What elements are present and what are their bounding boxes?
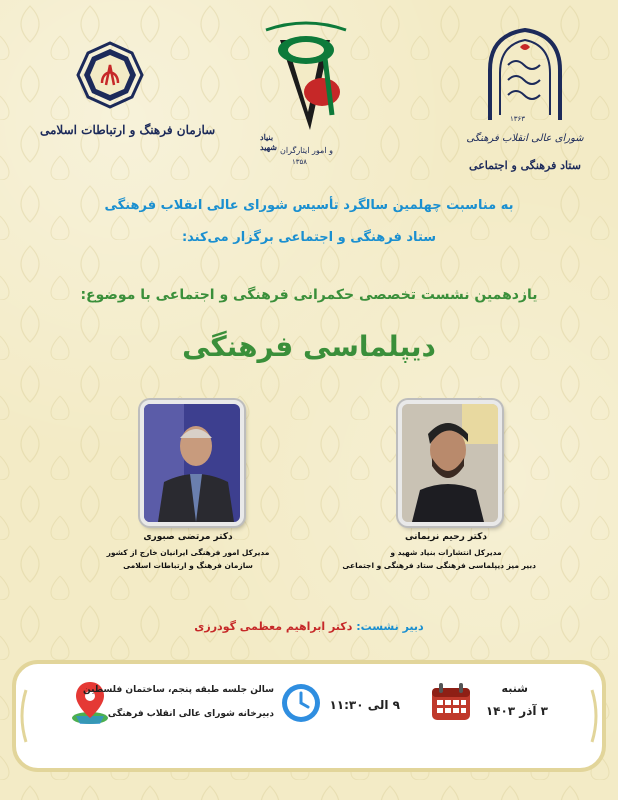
- page-title: دیپلماسی فرهنگی: [182, 330, 436, 363]
- center-logo-caption-2: شهید: [260, 142, 278, 152]
- islamic-culture-organization-logo: [40, 35, 216, 155]
- speaker-photo-saburi: [140, 400, 244, 526]
- center-logo-caption-4: ۱۳۵۸: [292, 158, 308, 166]
- speaker-role-saburi-2: سازمان فرهنگ و ارتباطات اسلامی: [123, 561, 253, 570]
- moderator-label: دبیر نشست:: [356, 620, 424, 633]
- speaker-name-narimani: دکتر رحیم نریمانی: [404, 532, 488, 542]
- speaker-role-narimani-1: مدیرکل انتشارات بنیاد شهید و: [390, 548, 502, 557]
- organizer-line: ستاد فرهنگی و اجتماعی برگزار می‌کند:: [181, 230, 437, 245]
- moderator-name: دکتر ابراهیم معظمی گودرزی: [194, 620, 353, 633]
- cultural-revolution-council-logo: [460, 25, 590, 185]
- right-logo-caption-2: ستاد فرهنگی و اجتماعی: [469, 159, 581, 172]
- calendar-icon: [430, 682, 472, 722]
- speaker-role-narimani-2: دبیر میز دیپلماسی فرهنگی ستاد فرهنگی و اجتماعی: [342, 561, 536, 570]
- right-logo-caption-3: ۱۳۶۳: [510, 115, 526, 123]
- moderator-line: [0, 620, 618, 633]
- right-logo-caption-1: شورای عالی انقلاب فرهنگی: [466, 133, 584, 144]
- left-logo-caption: سازمان فرهنگ و ارتباطات اسلامی: [40, 123, 216, 137]
- martyr-foundation-logo: [240, 20, 370, 170]
- center-logo-caption-1: بنیاد: [260, 132, 274, 142]
- speaker-name-saburi: دکتر مرتضی صبوری: [143, 532, 233, 542]
- event-venue-1: سالن جلسه طبقه پنجم، ساختمان فلسطین: [82, 685, 274, 695]
- event-date: ۳ آذر ۱۴۰۳: [485, 704, 548, 718]
- clock-icon: [280, 682, 322, 724]
- session-line: یازدهمین نشست تخصصی حکمرانی فرهنگی و اجتماعی با موضوع:: [80, 287, 538, 303]
- occasion-line: به مناسبت چهلمین سالگرد تأسیس شورای عالی انقلاب فرهنگی: [104, 198, 514, 213]
- event-time: ۹ الی ۱۱:۳۰: [329, 698, 400, 712]
- event-venue-2: دبیرخانه شورای عالی انقلاب فرهنگی: [107, 709, 274, 719]
- speaker-photo-narimani: [398, 400, 502, 526]
- center-logo-caption-3: و امور ایثارگران: [280, 146, 333, 155]
- event-day: شنبه: [501, 682, 528, 695]
- speaker-role-saburi-1: مدیرکل امور فرهنگی ایرانیان خارج از کشور: [106, 548, 270, 557]
